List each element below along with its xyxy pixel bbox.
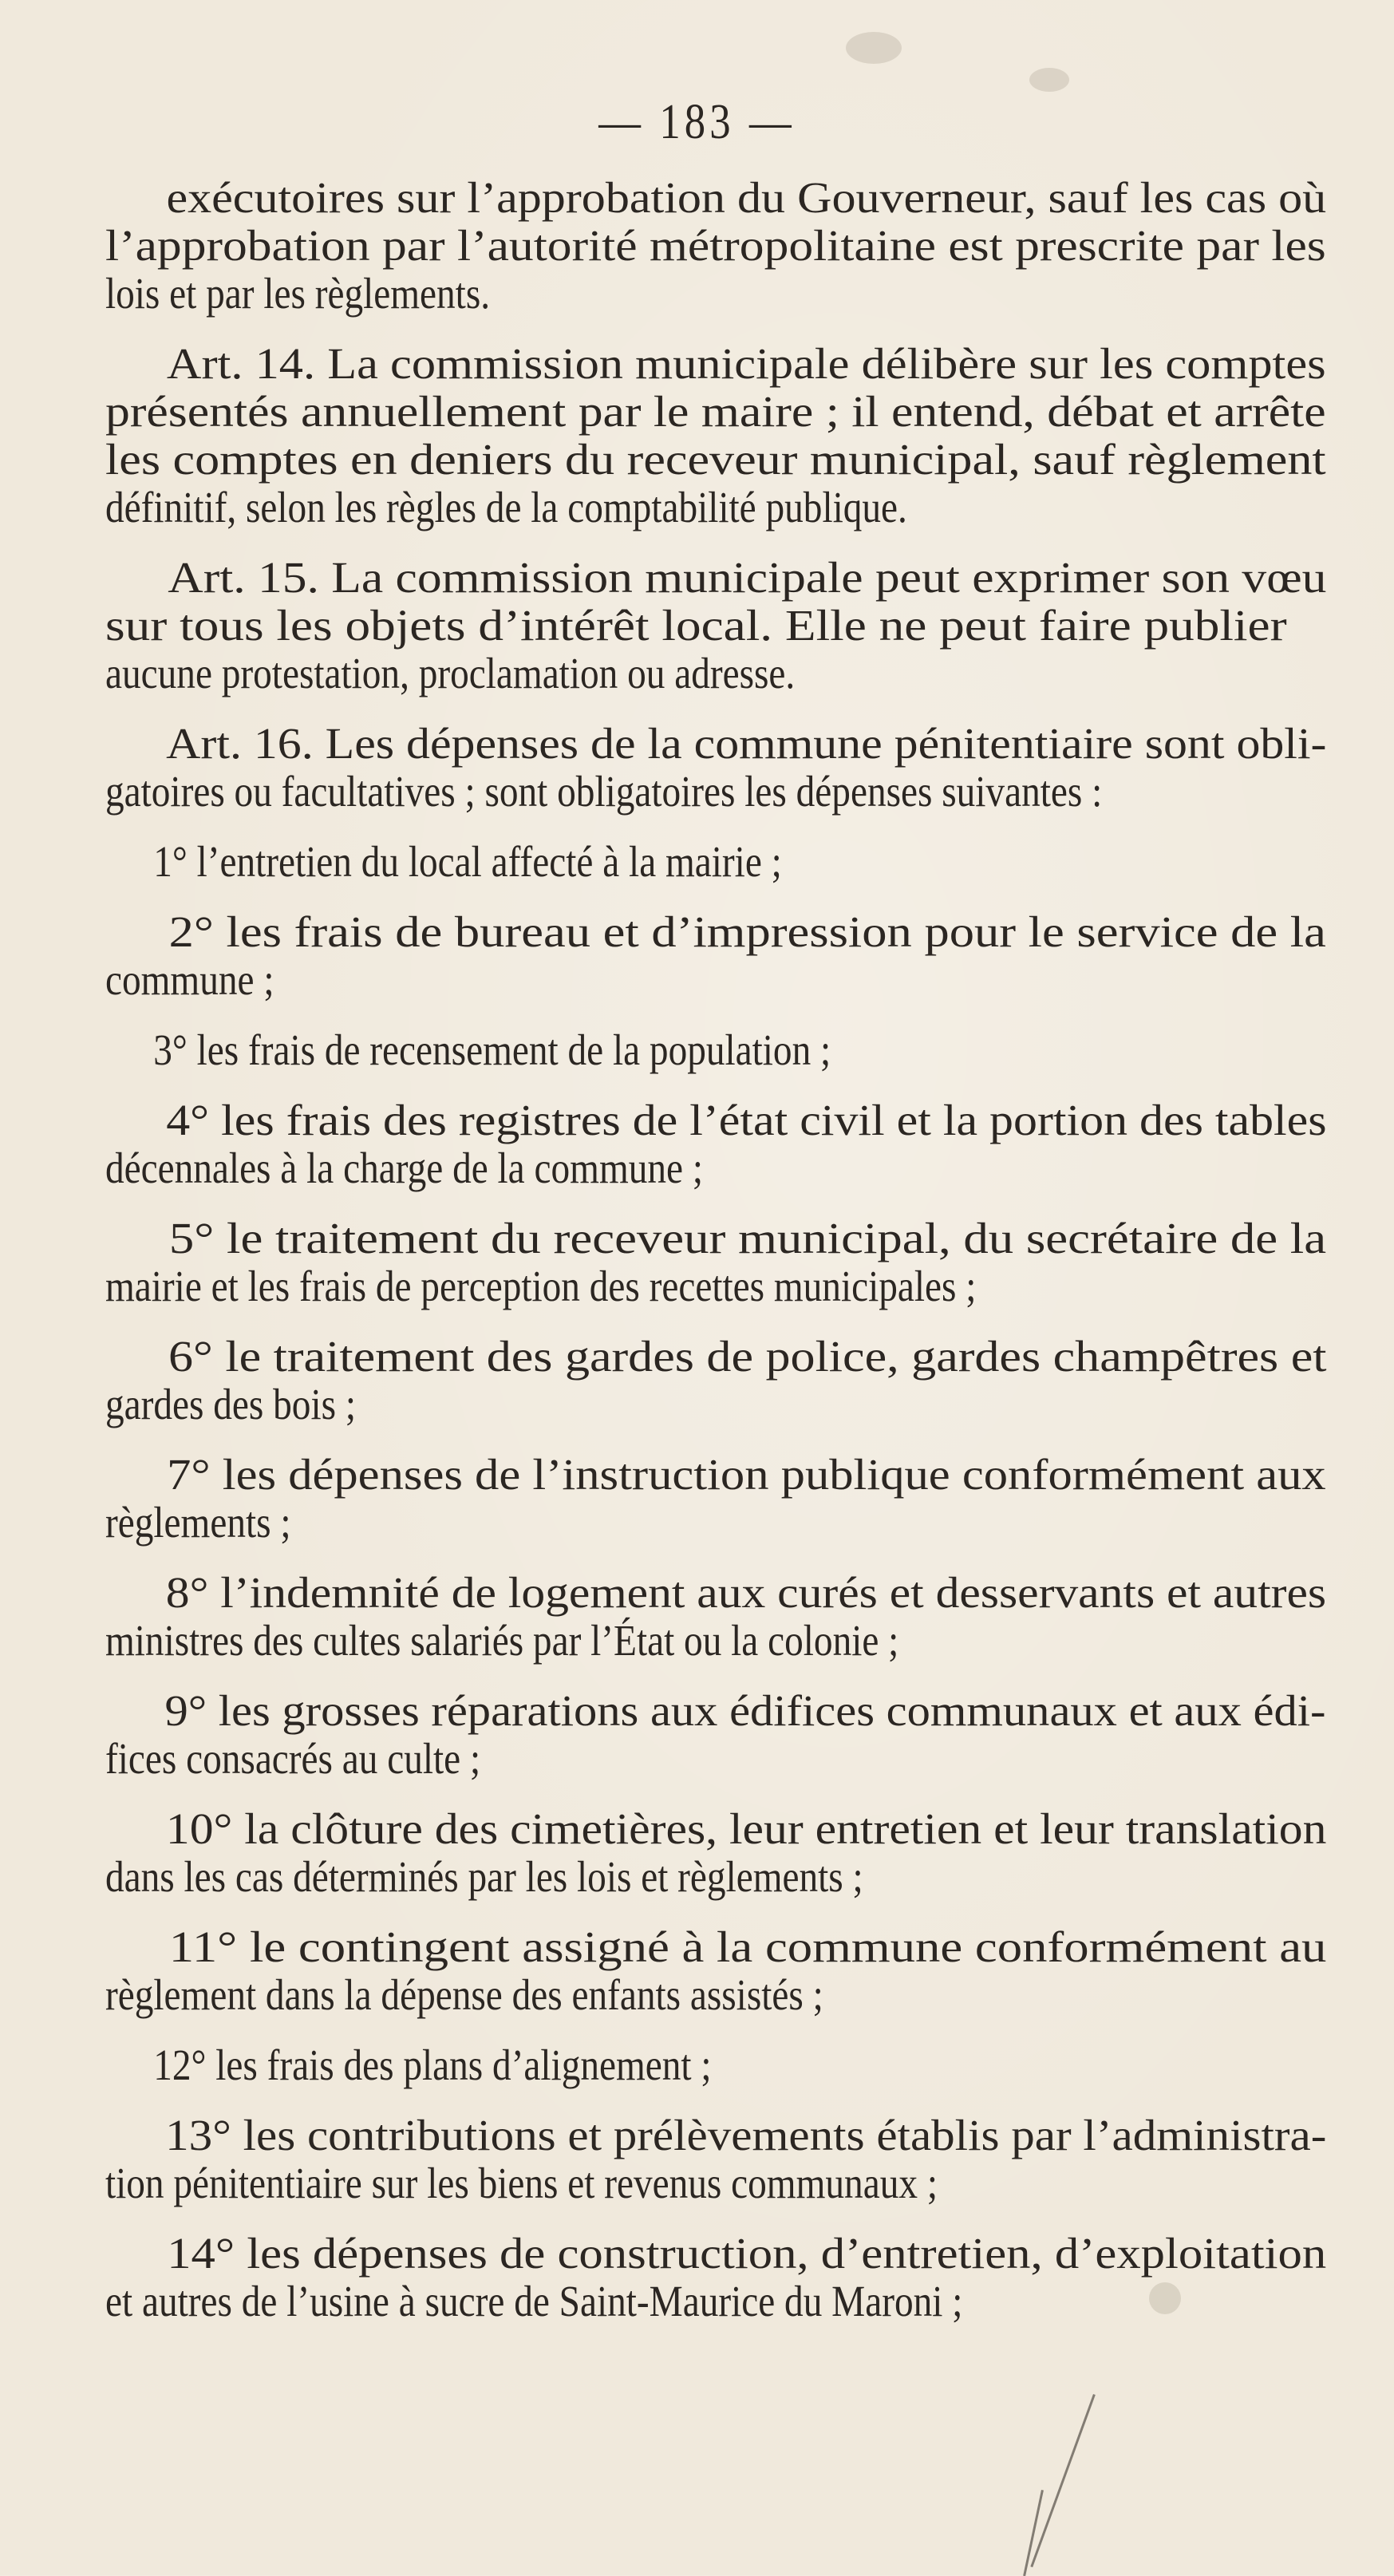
text-line: commune ;: [105, 955, 274, 1004]
text-line: définitif, selon les règles de la comptabilité publique.: [105, 483, 907, 531]
paragraph-gap: [105, 1310, 1326, 1333]
text-line: décennales à la charge de la commune ;: [105, 1144, 704, 1192]
paragraph: [105, 1805, 1326, 1901]
paper-stain: [1029, 68, 1069, 92]
paragraph-gap: [105, 1547, 1326, 1569]
paper-stain: [846, 32, 902, 64]
paragraph-gap: [105, 886, 1326, 908]
paragraph-gap: [105, 1428, 1326, 1451]
paragraph: [105, 908, 1326, 1004]
paragraph: [105, 1451, 1326, 1547]
paragraph: [105, 1923, 1326, 2019]
paragraph: [105, 340, 1326, 531]
text-line: règlement dans la dépense des enfants assistés ;: [105, 1970, 823, 2019]
paragraph-gap: [105, 2089, 1326, 2112]
text-line: exécutoires sur l’approbation du Gouverneur, sauf les cas où: [166, 173, 1327, 222]
text-line: 8° l’indemnité de logement aux curés et desservants et autres: [165, 1568, 1327, 1617]
paragraph: [105, 1026, 1326, 1074]
paragraph-gap: [105, 697, 1326, 720]
text-line: présentés annuellement par le maire ; il entend, débat et arrête: [105, 387, 1326, 436]
paragraph: [105, 1215, 1326, 1310]
text-line: 4° les frais des registres de l’état civil et la portion des tables: [166, 1096, 1327, 1144]
paragraph: [105, 838, 1326, 886]
paragraph: [105, 1096, 1326, 1192]
paragraph-gap: [105, 816, 1326, 838]
paragraph-gap: [105, 1074, 1326, 1096]
text-line: ministres des cultes salariés par l’État ou la colonie ;: [105, 1616, 899, 1665]
text-line: 11° le contingent assigné à la commune conformément au: [168, 1922, 1327, 1971]
text-line: dans les cas déterminés par les lois et règlements ;: [105, 1852, 863, 1901]
text-line: l’approbation par l’autorité métropolitaine est prescrite par les: [105, 221, 1326, 270]
text-line: 7° les dépenses de l’instruction publique conformément aux: [167, 1450, 1326, 1499]
text-line: mairie et les frais de perception des recettes municipales ;: [105, 1262, 977, 1310]
text-line: lois et par les règlements.: [105, 269, 491, 318]
text-line: 6° le traitement des gardes de police, gardes champêtres et: [168, 1332, 1327, 1381]
text-line: gatoires ou facultatives ; sont obligatoires les dépenses suivantes :: [105, 767, 1103, 816]
paragraph: [105, 1569, 1326, 1665]
paragraph-gap: [105, 1004, 1326, 1026]
text-line: et autres de l’usine à sucre de Saint-Maurice du Maroni ;: [105, 2277, 963, 2325]
text-line: 13° les contributions et prélèvements établis par l’administra-: [165, 2111, 1327, 2159]
paragraph: [105, 720, 1326, 816]
text-line: Art. 15. La commission municipale peut exprimer son vœu: [168, 553, 1327, 602]
text-line: tion pénitentiaire sur les biens et revenus communaux ;: [105, 2159, 938, 2207]
text-line: Art. 16. Les dépenses de la commune pénitentiaire sont obli-: [166, 719, 1327, 768]
text-line: 2° les frais de bureau et d’impression pour le service de la: [168, 907, 1326, 956]
paragraph-gap: [105, 318, 1326, 340]
paragraph: [105, 2230, 1326, 2325]
paragraph: [105, 2041, 1326, 2089]
paragraph: [105, 554, 1326, 697]
paragraph-gap: [105, 1901, 1326, 1923]
text-line: aucune protestation, proclamation ou adresse.: [105, 649, 796, 697]
paragraph-gap: [105, 2019, 1326, 2041]
paragraph: [105, 174, 1326, 318]
text-line: 9° les grosses réparations aux édifices communaux et aux édi-: [164, 1686, 1326, 1735]
text-line: fices consacrés au culte ;: [105, 1734, 481, 1783]
paragraph-gap: [105, 1665, 1326, 1687]
text-line: 5° le traitement du receveur municipal, du secrétaire de la: [168, 1214, 1327, 1262]
text-line: 10° la clôture des cimetières, leur entretien et leur translation: [165, 1804, 1327, 1853]
paragraph: [105, 2112, 1326, 2207]
text-line: Art. 14. La commission municipale délibère sur les comptes: [166, 339, 1326, 388]
paragraph: [105, 1333, 1326, 1428]
paragraph: [105, 1687, 1326, 1783]
page-body: [105, 174, 1326, 2325]
text-line: 1° l’entretien du local affecté à la mairie ;: [153, 837, 782, 886]
text-line: 3° les frais de recensement de la population ;: [153, 1025, 831, 1074]
text-line: gardes des bois ;: [105, 1380, 356, 1428]
text-line: règlements ;: [105, 1498, 291, 1547]
paragraph-gap: [105, 1192, 1326, 1215]
pen-mark: [1030, 2394, 1095, 2567]
paragraph-gap: [105, 1783, 1326, 1805]
paragraph-gap: [105, 531, 1326, 554]
page-number: — 183 —: [598, 95, 796, 149]
text-line: sur tous les objets d’intérêt local. Elle ne peut faire publier: [105, 601, 1287, 650]
paragraph-gap: [105, 2207, 1326, 2230]
text-line: les comptes en deniers du receveur municipal, sauf règlement: [105, 435, 1326, 484]
text-line: 14° les dépenses de construction, d’entretien, d’exploitation: [167, 2229, 1327, 2278]
text-line: 12° les frais des plans d’alignement ;: [153, 2041, 712, 2089]
